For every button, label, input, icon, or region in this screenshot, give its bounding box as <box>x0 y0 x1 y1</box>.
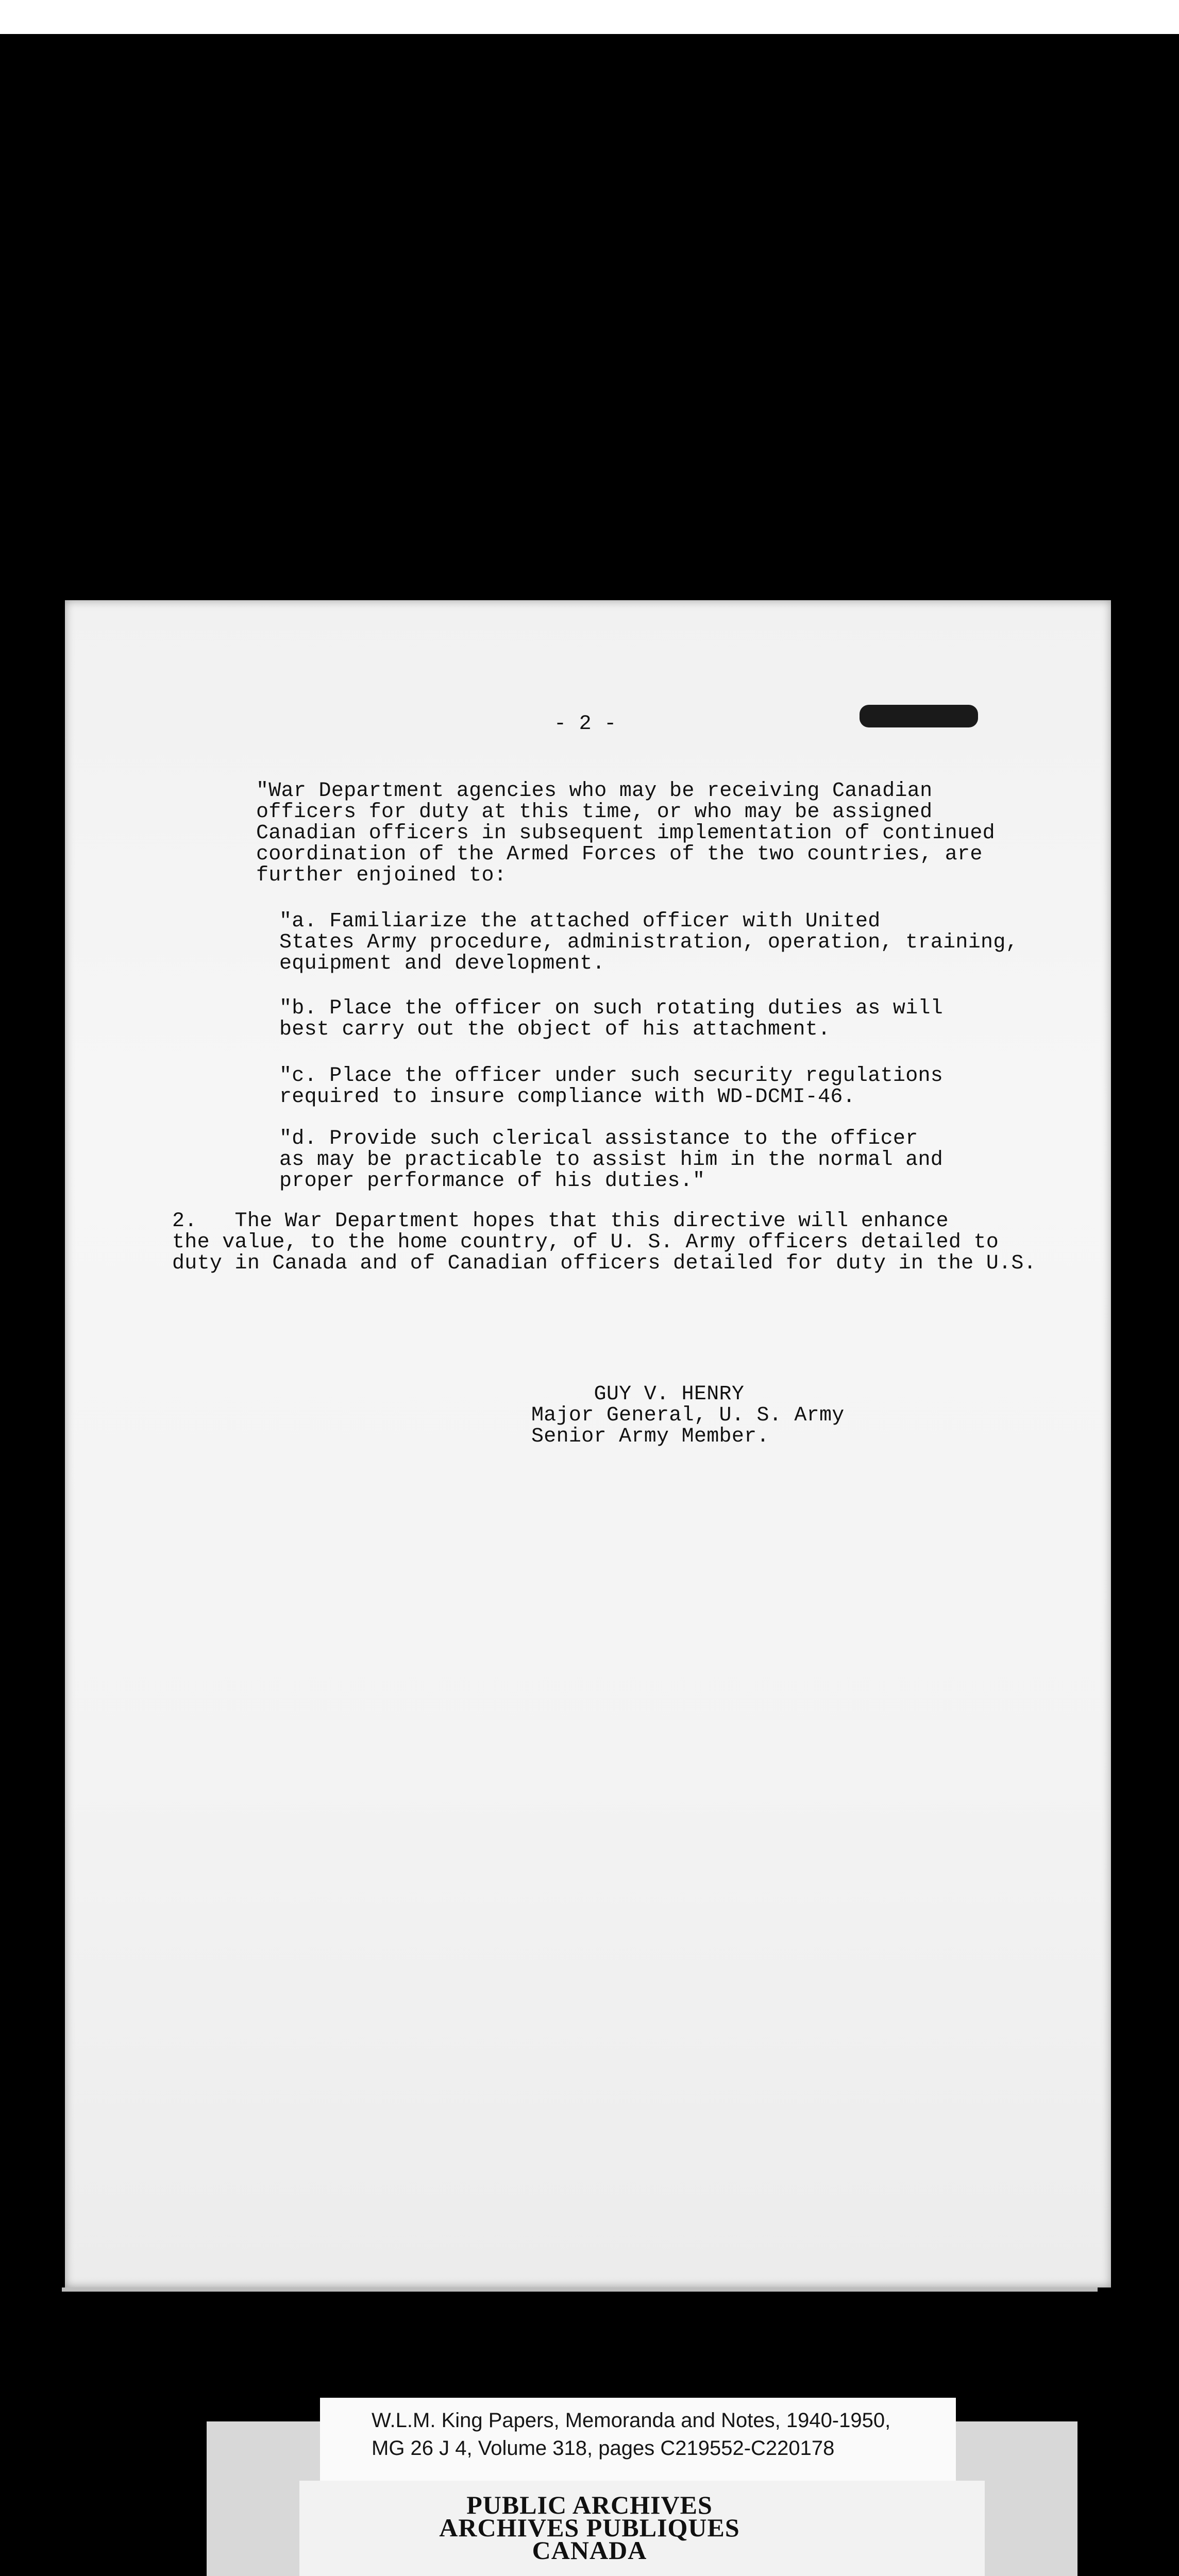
paragraph-2: 2. The War Department hopes that this directive will enhance the value, to the home country, of U. S. Army officers detailed to duty in Canada and of Canadian officers detailed for duty in the U.S. <box>172 1210 1036 1275</box>
archive-stamp-line-3: CANADA <box>532 2536 647 2565</box>
archive-stamp-line-2: ARCHIVES PUBLIQUES <box>439 2513 740 2542</box>
page-number: - 2 - <box>554 713 617 736</box>
archive-reference-label <box>320 2398 956 2481</box>
signature-block: GUY V. HENRY Major General, U. S. Army Senior Army Member. <box>531 1383 845 1448</box>
archive-stamp-line-1: PUBLIC ARCHIVES <box>466 2490 713 2519</box>
item-c-paragraph: "c. Place the officer under such security regulations required to insure compliance with WD-DCMI-46. <box>279 1064 944 1109</box>
archive-label-line-2: MG 26 J 4, Volume 318, pages C219552-C220178 <box>372 2437 835 2460</box>
intro-paragraph: "War Department agencies who may be receiving Canadian officers for duty at this time, or who may be assigned Canadian officers in subsequent implementation of continued coordination of the Armed Forces of the two countries, are further enjoined to: <box>256 779 995 887</box>
film-top-margin <box>0 0 1179 34</box>
item-a-paragraph: "a. Familiarize the attached officer with United States Army procedure, administration, operation, training, equipment and development. <box>279 910 1018 975</box>
item-b-paragraph: "b. Place the officer on such rotating duties as will best carry out the object of his attachment. <box>279 997 944 1041</box>
redacted-file-stamp <box>860 705 978 727</box>
item-d-paragraph: "d. Provide such clerical assistance to the officer as may be practicable to assist him in the normal and proper performance of his duties." <box>279 1127 944 1193</box>
page-bottom-edge <box>62 2287 1098 2292</box>
archive-label-line-1: W.L.M. King Papers, Memoranda and Notes, 1940-1950, <box>372 2409 891 2432</box>
